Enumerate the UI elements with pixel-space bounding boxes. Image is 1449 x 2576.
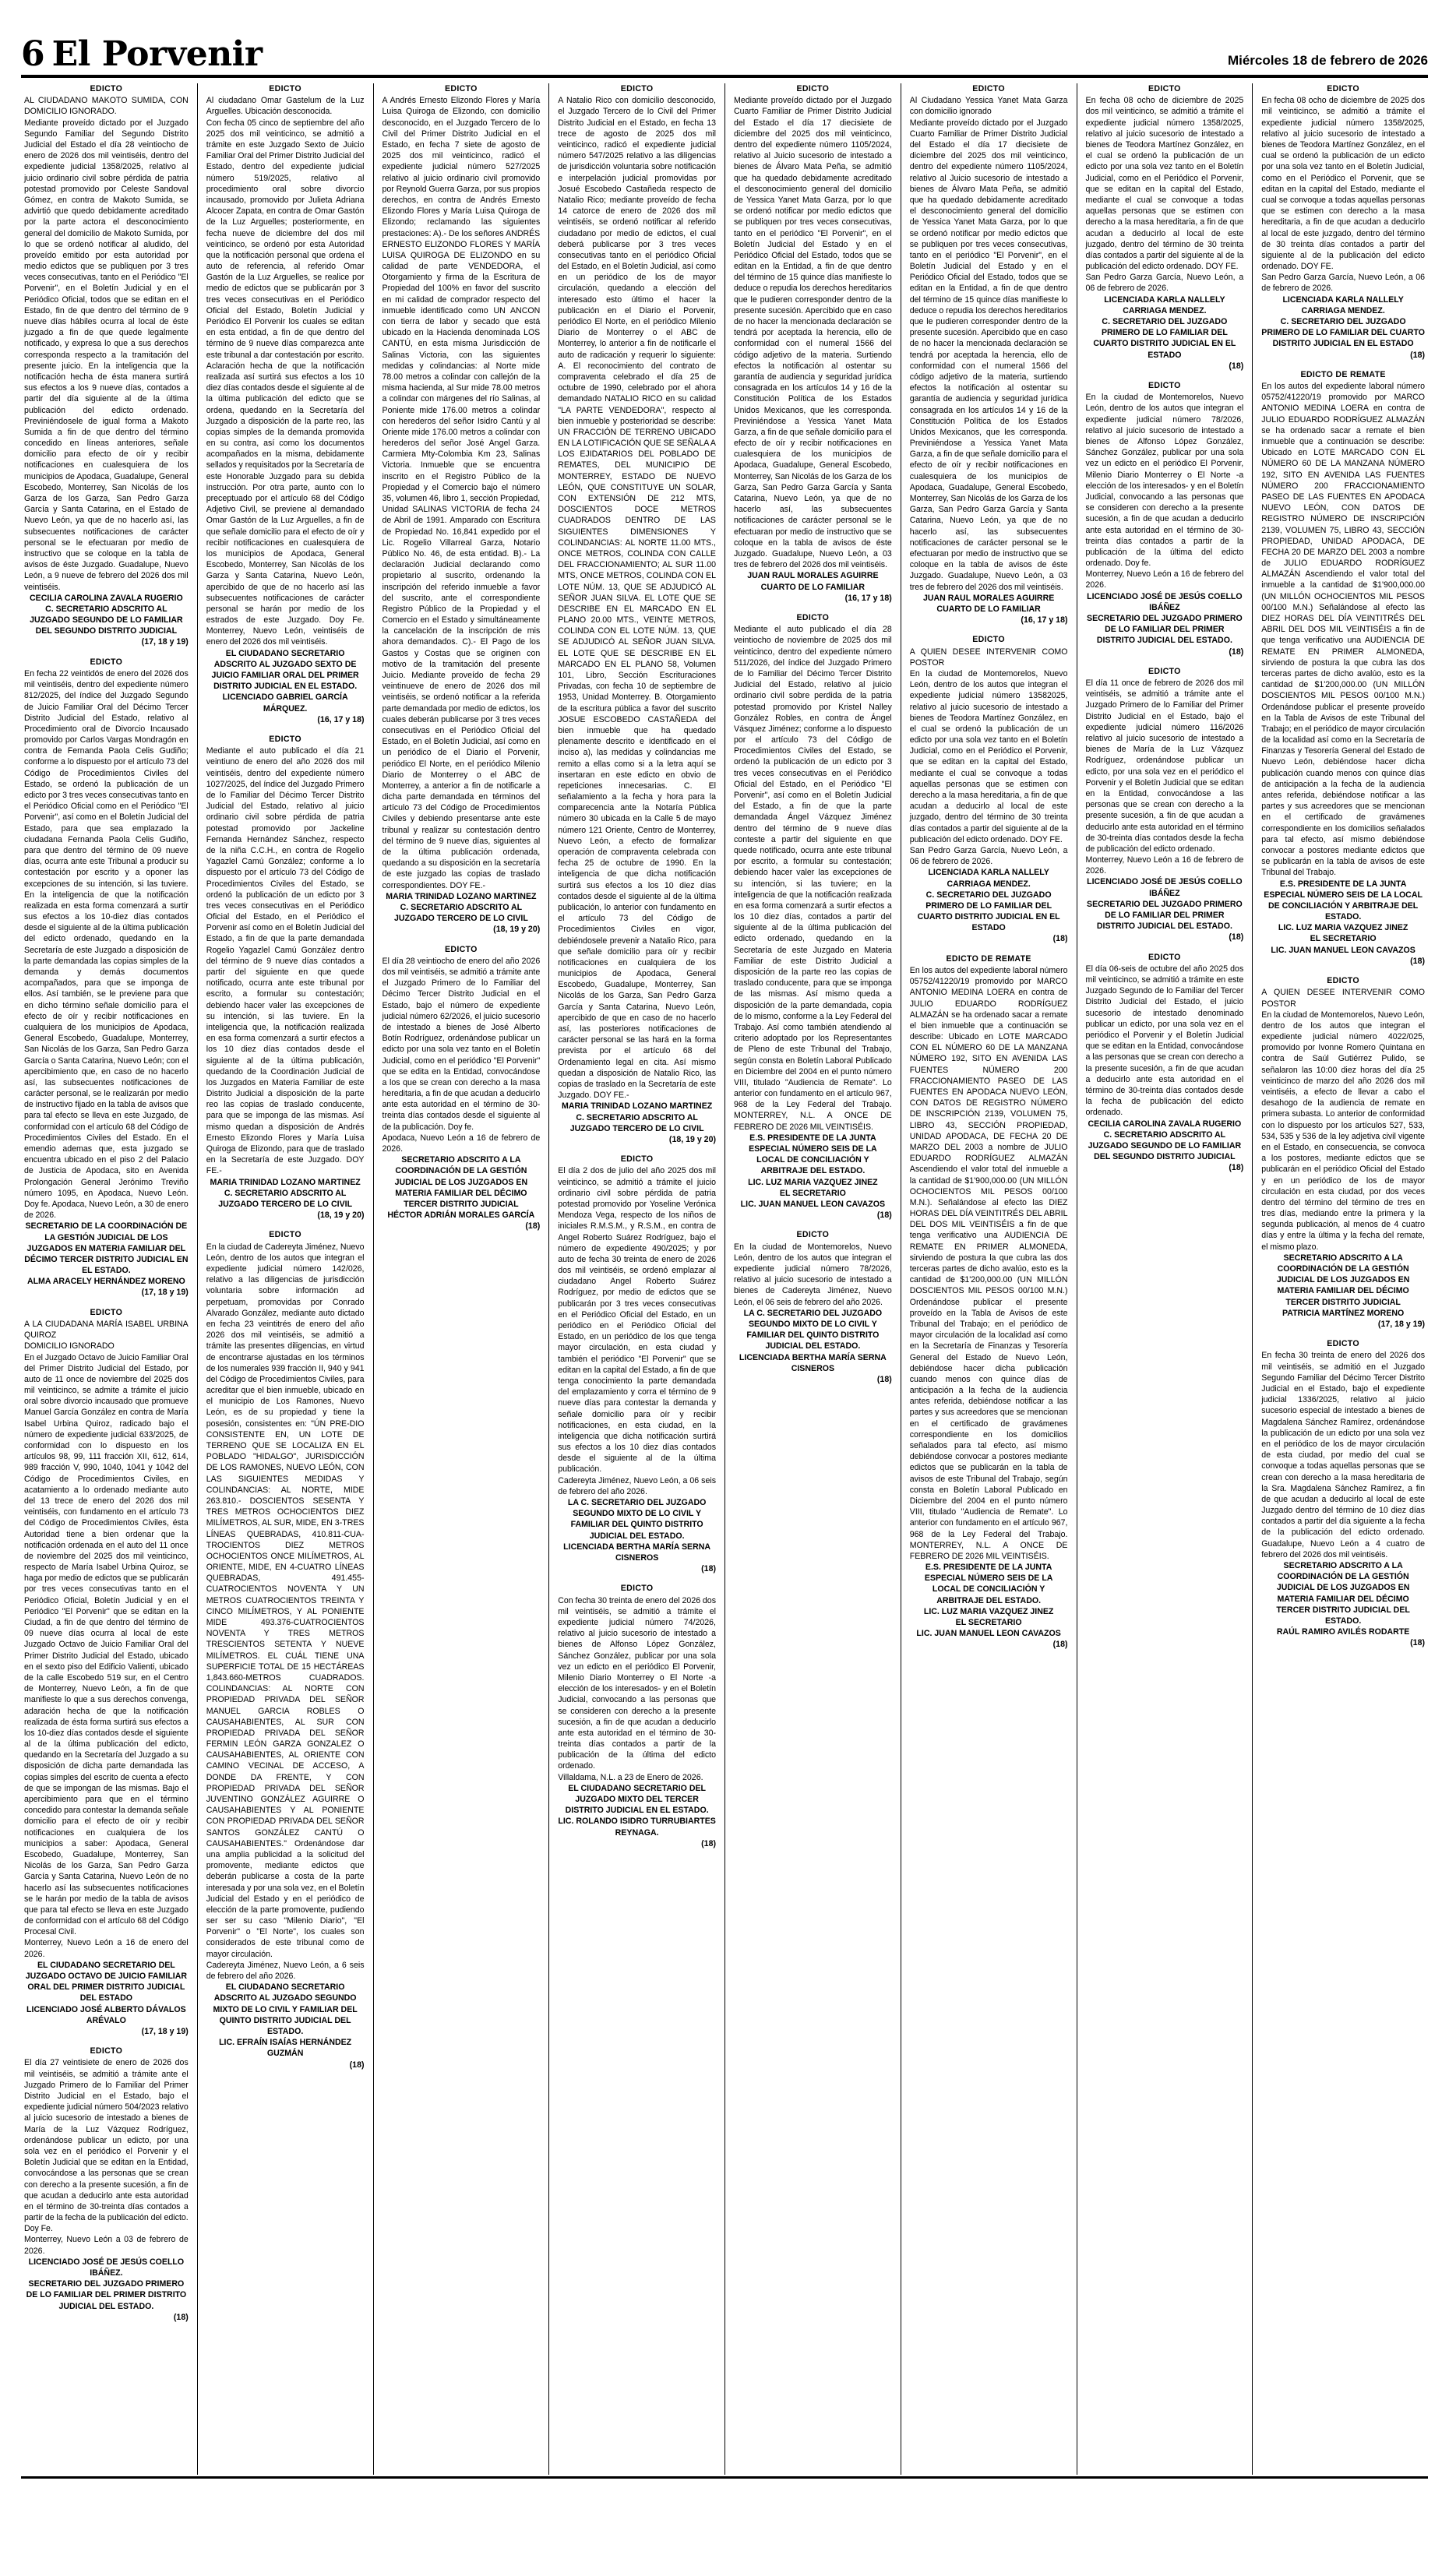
edicto-signature-line: SECRETARIO DEL JUZGADO PRIMERO DE LO FAMILIAR DEL PRIMER DISTRITO JUDICIAL DEL ESTADO. bbox=[1087, 899, 1243, 932]
edicto-heading: EDICTO bbox=[1148, 84, 1181, 93]
edicto-paragraph: DOMICILIO IGNORADO bbox=[24, 1341, 115, 1351]
edicts-column bbox=[724, 83, 901, 2475]
newspaper-title: El Porvenir bbox=[51, 34, 263, 74]
edicto-paragraph: Al Ciudadano Yessica Yanet Mata Garza con domicilio ignorado bbox=[909, 96, 1068, 117]
edicto-paragraph: Con fecha 30 treinta de enero del 2026 dos mil veintiséis, se admitió a trámite el expediente judicial número 74/2026, relativo al juicio sucesorio de intestado a bienes de Alfonso López González, Sánchez González, publicar por una sola vez un edicto en el periódico El Porvenir, Milenio Diario Monterrey o El Norte -a elección de los interesados- y en el Boletín Judicial, convocando a las personas que se consideren con derecho a la presente sucesión, a fin de que acudan a deducirlo ante esta autoridad en el término de 30-treinta días contados a partir de la publicación de la última del edicto ordenado. bbox=[558, 1595, 716, 1771]
edicto-publication-reference: (18) bbox=[1410, 956, 1425, 966]
edicto-publication-reference: (18, 19 y 20) bbox=[317, 1210, 365, 1221]
edicto-signature-line: LICENCIADA BERTHA MARÍA SERNA CISNEROS bbox=[563, 1542, 711, 1563]
edicto-paragraph: AL CIUDADANO MAKOTO SUMIDA, CON DOMICILIO IGNORADO. bbox=[24, 96, 189, 117]
edicts-column-grid bbox=[21, 83, 1428, 2475]
edicto-signature-line: LICENCIADA KARLA NALLELY CARRIAGA MENDEZ. bbox=[1282, 294, 1404, 315]
edicto-notice bbox=[1261, 1338, 1425, 1648]
masthead bbox=[21, 0, 1428, 72]
edicto-notice bbox=[1086, 380, 1244, 657]
edicto-signature-line: SECRETARIO DEL JUZGADO PRIMERO DE LO FAMILIAR DEL PRIMER DISTRITO JUDICIAL DEL ESTADO. bbox=[1087, 614, 1243, 646]
edicto-notice bbox=[24, 83, 189, 648]
edicto-paragraph: Mediante el auto publicado el día 21 veintiuno de enero del año 2026 dos mil veintiséis, dentro del expediente número 1027/2025, del índice del Juzgado Primero de lo Familiar del Décimo Tercer Distrito Judicial del Estado, relativo al juicio ordinario civil sobre pérdida de patria potestad promovido por Jackeline Fernanda Hernández Sánchez, respecto de la niña C.C.H., en contra de Rogelio Yagazlel Camú González; conforme a lo dispuesto por el artículo 73 del Código de Procedimientos Civiles del Estado, se ordenó la publicación de un edicto por 3 tres veces consecutivas en el Periódico Oficial del Estado, en el Periódico el Porvenir así como en el Boletín Judicial del Estado, a fin de que la parte demandada Rogelio Yagazlel Camú González dentro del término de 9 nueve días contados a partir del siguiente en que quede notificado, ocurra ante este tribunal por escrito, a formular su contestación; debiendo hacer valer las excepciones de su intención, si las tuviere. En la inteligencia que, la notificación realizada en esa forma comenzará a surtir efectos a los 10 diez días contados desde el siguiente al de la última publicación, quedando de la Coordinación Judicial de los Juzgados en Materia Familiar de este Distrito Judicial a disposición de la parte reo las copias de traslado conducente, para que se imponga de las mismas. Así mismo quedan a disposición de Andrés Ernesto Elizondo Flores y María Luisa Quiroga de Elizondo, para que de traslado en la Secretaría de este Juzgado. DOY FE.- bbox=[206, 746, 365, 1176]
edicto-signature-line: SECRETARIO ADSCRITO A LA COORDINACIÓN DE LA GESTIÓN JUDICIAL DE LOS JUZGADOS EN MATERIA FAMILIAR DEL DÉCIMO TERCER DISTRITO JUDICIAL bbox=[1276, 1253, 1410, 1307]
edicto-heading: EDICTO bbox=[972, 635, 1005, 645]
edicto-paragraph: Mediante proveído dictado por el Juzgado Segundo Familiar del Segundo Distrito Judicial del Estado el día 28 veintiocho de enero de 2026 dos mil veintiséis, dentro del expediente judicial 1358/2025, relativo al juicio ordinario civil sobre pérdida de patria potestad promovido por Celeste Sandoval Gómez, en contra de Makoto Sumida, se advirtió que quedo debidamente acreditado por la parte actora el desconocimiento general del domicilio de Makoto Sumida, por lo que se ordenó notificar al aludido, del proveído emitido por esta autoridad por medio edictos que se publiquen por 3 tres veces consecutivas, tanto en el Periódico "El Porvenir", en el Boletín Judicial y en el Periódico Oficial, todos que se editan en el Estado, fin de que dentro del término de 9 nueve días hábiles ocurra al local de éste juzgado a fin de que quede legalmente notificado, y expresa lo que a sus derechos corresponda respecto a la tramitación del presente juicio. En la inteligencia que la notificación hecha de ésta manera surtirá sus efectos a los 9 nueve días, contados a partir del día siguiente al de la última publicación del edicto ordenado. Previniéndosele de igual forma a Makoto Sumida a fin de que dentro del término concedido en líneas anteriores, señale domicilio para efecto de oír y recibir notificaciones en cualesquiera de los municipios de Apodaca, Guadalupe, General Escobedo, Monterrey, San Nicolás de los Garza de los Garza, San Pedro Garza García y Santa Catarina, en el Estado de Nuevo León, ya que de no hacerlo así, las subsecuentes notificaciones de carácter personal se le efectuaran por medio de instructivo que se coloque en la tabla de avisos de éste Juzgado. Guadalupe, Nuevo León, a 9 nueve de febrero del 2026 dos mil veintiséis. bbox=[24, 118, 189, 592]
edicto-paragraph: Monterrey, Nuevo León a 03 de febrero de 2026. bbox=[24, 2235, 189, 2256]
edicto-paragraph: A Natalio Rico con domicilio desconocido, el Juzgado Tercero de lo Civil del Primer Distrito Judicial en el Estado, en fecha 13 trece de agosto de 2025 dos mil veinticinco, radicó el expediente judicial número 547/2025 relativo a las diligencias de jurisdicción voluntaria sobre notificación e interpelación judicial promovidas por Josué Escobedo Castañeda respecto de Natalio Rico; mediante proveído de fecha 14 catorce de enero de 2026 dos mil veintiséis, se ordenó notificar al referido ciudadano por medio de edictos, el cual deberá publicarse por 3 tres veces consecutivas tanto en el periódico Oficial del Estado, en el Boletín Judicial, así como en un periódico de los de mayor circulación, quedando a elección del interesado esto último el hacer la publicación en el Diario el Porvenir, periódico El Norte, en el periódico Milenio Diario de Monterrey o el ABC de Monterrey, lo anterior a fin de notificarle el auto de radicación y requerir lo siguiente: A. El reconocimiento del contrato de compraventa celebrado el día 25 de octubre de 1990, celebrado por el ahora demandado NATALIO RICO en su calidad "LA PARTE VENDEDORA", respecto al bien inmueble y posterioridad se describe: UN FRACCIÓN DE TERRENO UBICADO EN LA LOTIFICACIÓN QUE SE SEÑALA A LOS EJIDATARIOS DEL POBLADO DE REMATES, DEL MUNICIPIO DE MONTERREY, ESTADO DE NUEVO LEÓN, QUE CONSTITUYE UN SOLAR, CON EXTENSIÓN DE 212 MTS, DOSCIENTOS DOCE METROS CUADRADOS DENTRO DE LAS SIGUIENTES DIMENSIONES Y COLINDANCIAS: AL NORTE 11.00 MTS., ONCE METROS, COLINDA CON CALLE DEL FRACCIONAMIENTO; AL SUR 11.00 MTS, ONCE METROS, COLINDA CON EL LOTE NÚM. 13, QUE SE ADJUDICÓ AL SEÑOR JUAN SILVA. EL LOTE QUE SE DESCRIBE EN EL MARCADO EN EL PLANO 20.00 MTS., VEINTE METROS, COLINDA CON EL LOTE NÚM. 13, QUE SE ADJUDICÓ AL SEÑOR JUAN SILVA. EL LOTE QUE SE DESCRIBE EN EL MARCADO EN EL PLANO 58, Volumen 101, Libro, Sección Escrituraciones Privadas, con fecha 10 de septiembre de 1953, Unidad Monterrey. B. Otorgamiento de la escritura pública a favor del suscrito JOSUE ESCOBEDO CASTAÑEDA del bien inmueble que ha quedado plenamente descrito e identificado en el inciso a), las medidas y colindancias me remito a ellas como si a la letra aquí se insertaran en este edicto en obvio de repeticiones innecesarias. C. El señalamiento a la fecha y hora para la comparecencia ante la Notaría Pública número 30 ubicada en la Calle 5 de mayo número 121 Oriente, Centro de Monterrey, Nuevo León, a efecto de formalizar operación de compraventa celebrada con fecha 25 de octubre de 1990. En la inteligencia de que dicha notificación surtirá sus efectos a los 10 diez días contados desde el siguiente al de la última publicación, lo anterior con fundamento en el artículo 73 del Código de Procedimientos Civiles en vigor, debiéndosele prevenir a Natalio Rico, para que señale domicilio para oír y recibir notificaciones en cualquiera de los municipios de Apodaca, General Escobedo, Guadalupe, Monterrey, San Nicolás de los Garza, San Pedro Garza García y Santa Catarina, Nuevo León, apercibido de que en caso de no hacerlo así, las posteriores notificaciones de carácter personal se las hará en la forma prevista por el artículo 68 del Ordenamiento legal en cita. Así mismo quedan a disposición de Natalio Rico, las copias de traslado en la Secretaría de este Juzgado. DOY FE.- bbox=[558, 96, 716, 1101]
edicto-signature-line: LICENCIADO JOSÉ ALBERTO DÁVALOS ARÉVALO bbox=[26, 2004, 186, 2025]
edicto-paragraph: El día 11 once de febrero de 2026 dos mil veintiséis, se admitió a trámite ante el Juzgado Primero de lo Familiar del Primer Distrito Judicial en el Estado, bajo el expediente judicial número 116/2026 relativo al juicio sucesorio de intestado a bienes de María de la Luz Vázquez Rodríguez, ordenándose publicar un edicto, por una sola vez en el periódico el Porvenir y el Boletín Judicial que se editan en la Entidad, convocándose a las personas que se crean con derecho a la presente sucesión, a fin de que acudan a deducirlo ante esta autoridad en el término de 30-treinta días contados desde la fecha de publicación del edicto ordenado. bbox=[1085, 678, 1244, 854]
edicto-heading: EDICTO DE REMATE bbox=[946, 953, 1031, 964]
edicto-heading: EDICTO bbox=[620, 84, 654, 93]
edicto-heading: EDICTO bbox=[1148, 666, 1181, 676]
edicto-signature-line: LIC. JUAN MANUEL LEON CAVAZOS bbox=[916, 1629, 1061, 1639]
edicto-signature-line: LIC. LUZ MARIA VAZQUEZ JINEZ bbox=[748, 1177, 878, 1187]
edicto-paragraph: Con fecha 05 cinco de septiembre del año 2025 dos mil veinticinco, se admitió a trámite en este Juzgado Sexto de Juicio Familiar Oral del Primer Distrito Judicial del Estado, dentro del expediente judicial número 519/2025, relativo al procedimiento oral sobre divorcio incausado, promovido por Julieta Adriana Alcocer Zapata, en contra de Omar Gastón de la Luz Arguelles; posteriormente, en fecha nueve de diciembre del dos mil veinticinco, se ordenó por esta Autoridad que la notificación personal que ordena el auto de referencia, al referido Omar Gastón de la Luz Arguelles, se realice por medio de edictos que se publicarán por 3 tres veces consecutivas en el Periódico Oficial del Estado, Boletín Judicial y Periódico El Porvenir los cuales se editan en esta entidad, a fin de que dentro del término de 9 nueve días comparezca ante este tribunal a dar contestación por escrito. Aclaración hecha de que la notificación realizada así surtirá sus efectos a los 10 diez días contados desde el siguiente al de la última publicación del edicto que se ordena, quedando en la Secretaría del Juzgado a disposición de la parte reo, las copias simples de la demanda promovida en su contra, así como los documentos acompañados en la misma, debidamente sellados y requisitados por la Secretaría de este Honorable Juzgado para su debida instrucción. Por otra parte, aunto con lo preceptuado por el artículo 68 del Código Adjetivo Civil, se previene al demandado Omar Gastón de la Luz Arguelles, a fin de que señale domicilio para el efecto de oír y recibir notificaciones en cualesquiera de los municipios de Apodaca, General Escobedo, Monterrey, San Nicolás de los Garza y Santa Catarina, Nuevo León, apercibido de que de no hacerlo así las subsecuentes notificaciones de carácter personal se harán por medio de los estrados de este Juzgado. Doy Fe. Monterrey, Nuevo León, veintiséis de enero del 2026 dos mil veintiséis. bbox=[206, 118, 365, 647]
edicto-publication-reference: (18) bbox=[1052, 1640, 1068, 1650]
edicto-signature-line: CUARTO DE LO FAMILIAR bbox=[760, 582, 866, 592]
edicto-notice bbox=[383, 944, 541, 1232]
edicto-signature-line: JUAN RAUL MORALES AGUIRRE bbox=[747, 571, 879, 581]
edicto-notice bbox=[24, 2046, 189, 2323]
edicto-heading: EDICTO bbox=[620, 1584, 654, 1594]
edicto-paragraph: El día 06-seis de octubre del año 2025 dos mil veinticinco, se admitió a trámite en este Juzgado Segundo de lo Familiar del Tercer Distrito Judicial del Estado, el juicio sucesorio de intestado denominado publicar un edicto, por una sola vez en el periódico el Porvenir y el Boletín Judicial que se editan en la Entidad, convocándose a las personas que se crean con derecho a la presente sucesión, a fin de que acudan a deducirlo ante esta autoridad en el término de 30-treinta días contados desde la fecha de publicación del edicto ordenado. bbox=[1085, 964, 1244, 1118]
edicto-notice bbox=[734, 612, 892, 1221]
edicto-paragraph: Villaldama, N.L. a 23 de Enero de 2026. bbox=[558, 1772, 703, 1782]
edicto-paragraph: Monterrey, Nuevo León a 16 de enero del 2026. bbox=[24, 1938, 189, 1959]
edicto-notice bbox=[910, 634, 1068, 944]
edicto-notice bbox=[1086, 83, 1244, 372]
edicto-paragraph: Cadereyta Jiménez, Nuevo León, a 06 seis de febrero del año 2026. bbox=[558, 1475, 716, 1496]
edicto-heading: EDICTO bbox=[90, 2046, 123, 2056]
edicto-signature-line: JUAN RAUL MORALES AGUIRRE bbox=[922, 593, 1055, 603]
edicts-column bbox=[548, 83, 724, 2475]
edicto-paragraph: San Pedro Garza García, Nuevo León, a 06 de febrero de 2026. bbox=[909, 845, 1068, 867]
edicto-publication-reference: (16, 17 y 18) bbox=[1021, 615, 1068, 625]
edicto-signature-line: LA C. SECRETARIO DEL JUZGADO SEGUNDO MIXTO DE LO CIVIL Y FAMILIAR DEL QUINTO DISTRITO JUDICIAL DEL ESTADO. bbox=[743, 1308, 883, 1351]
edicto-publication-reference: (18, 19 y 20) bbox=[668, 1134, 716, 1144]
edicto-notice bbox=[558, 1154, 716, 1574]
edicto-signature-line: LIC. LUZ MARIA VAZQUEZ JINEZ bbox=[1278, 923, 1408, 933]
edicto-heading: EDICTO bbox=[90, 657, 123, 667]
edicto-signature-line: LICENCIADO JOSÉ DE JESÚS COELLO IBÁÑEZ. bbox=[28, 2257, 185, 2278]
edicto-paragraph: En los autos del expediente laboral número 05752/41220/19 promovido por MARCO ANTONIO MEDINA LOERA en contra de JULIO EDUARDO RODRÍGUEZ ALMAZÁN se ha ordenado sacar a remate el bien inmueble que a continuación se describe: Ubicado en LOTE MARCADO CON EL NÚMERO 60 DE LA MANZANA NÚMERO 192, SITO EN AVENIDA LAS FUENTES NÚMERO 200 FRACCIONAMIENTO PASEO DE LAS FUENTES EN APODACA NUEVO LEÓN, CON DATOS DE REGISTRO NÚMERO DE INSCRIPCIÓN 2139, VOLUMEN 75, LIBRO 43, SECCIÓN PROPIEDAD, UNIDAD APODACA, DE FECHA 20 DE MARZO DEL 2003 a nombre de JULIO EDUARDO RODRÍGUEZ ALMAZÁN Ascendiendo el valor total del inmueble a la cantidad de $1'900,000.00 (UN MILLÓN OCHOCIENTOS MIL PESOS 00/100 M.N.). Señalándose al efecto las DIEZ HORAS DEL DÍA VEINTITRÉS DEL ABRIL DEL DOS MIL VEINTISÉIS a fin de que tenga verificativo una AUDIENCIA DE REMATE EN PRIMER ALMONEDA, sirviendo de postura la que cubra las dos terceras partes de dicho avalúo, esto es la cantidad de $1'200,000.00 (UN MILLÓN DOSCIENTOS MIL PESOS 00/100 M.N.) Ordenándose publicar el presente proveído en la Tabla de Avisos de este Tribunal del Trabajo; en el periódico de mayor circulación de la localidad así como en la Secretaría de Finanzas y Tesorería General del Estado de Nuevo León, debiéndose hacer dicha publicación cuando menos con quince días de anticipación a la fecha de la audiencia antes referida, debiéndose notificar a las partes y sus acreedores que se mencionan en el certificado de gravámenes correspondiente en los domicilios señalados para tal efecto, así mismo debiéndose convocar a postores mediante edictos que se publicarán en la tabla de avisos de este Tribunal del Trabajo, según consta en Boletín Laboral Publicado en Diciembre del 2004 en el punto número VIII, titulado "Audiencia de Remate". Lo anterior con fundamento en el artículo 967, 968 de la Ley Federal del Trabajo. MONTERREY, N.L. A ONCE DE FEBRERO DE 2026 MIL VEINTISÉIS. bbox=[909, 965, 1068, 1561]
page-folio-number: 6 bbox=[21, 34, 44, 74]
edicto-paragraph: En la ciudad de Cadereyta Jiménez, Nuevo León, dentro de los autos que integran el expediente judicial número 142/026, relativo a las diligencias de jurisdicción voluntaria sobre información ad perpetuam, promovidas por Conrado Alvarado González, mediante auto dictado en fecha 23 veintitrés de enero del año 2026 dos mil veintiséis, se admitió a trámite las presentes diligencias, en virtud de encontrarse ajustadas en los términos de los numerales 939 fracción II, 940 y 941 del Código de Procedimientos Civiles, para acreditar que el bien inmueble, ubicado en el municipio de Los Ramones, Nuevo León, es de su propiedad y tiene la posesión, consistentes en: "ÚN PRE-DIO CONSISTENTE EN, UN LOTE DE TERRENO QUE SE LOCALIZA EN EL POBLADO "HIDALGO", JURISDICCIÓN DE LOS RAMONES, NUEVO LEÓN, CON LAS SIGUIENTES MEDIDAS Y COLINDANCIAS: AL NORTE, MIDE 263.810.- DOSCIENTOS SESENTA Y TRES METROS OCHOCIENTOS DIEZ MILÍMETROS, AL SUR, MIDE, EN 3-TRES LÍNEAS QUEBRADAS, 410.811-CUA-TROCIENTOS DIEZ METROS OCHOCIENTOS ONCE MILÍMETROS, AL ORIENTE, MIDE, EN 4-CUATRO LÍNEAS QUEBRADAS, 491.455-CUATROCIENTOS NOVENTA Y UN METROS CUATROCIENTOS TREINTA Y CINCO MILÍMETROS, Y AL PONIENTE MIDE 493.376-CUATROCIENTOS NOVENTA Y TRES METROS TRESCIENTOS SETENTA Y NUEVE MILÍMETROS. EL CUÁL TIENE UNA SUPERFICIE TOTAL DE 15 HECTÁREAS 1,843.660-METROS CUADRADOS. COLINDANCIAS: AL NORTE CON PROPIEDAD PRIVADA DEL SEÑOR MANUEL GARCIA ROBLES O CAUSAHABIENTES, AL SUR CON PROPIEDAD PRIVADA DEL SEÑOR FERMIN LEÓN GARZA GONZALEZ O CAUSAHABIENTES, AL ORIENTE CON CAMINO VECINAL DE ACCESO, A DONDE DA FRENTE, Y CON PROPIEDAD PRIVADA DEL SEÑOR JUVENTINO GONZÁLEZ AGUIRRE O CAUSAHABIENTES Y AL PONIENTE CON PROPIEDAD PRIVADA DEL SEÑOR SANTOS GONZÁLEZ CANTÚ O CAUSAHABIENTES." Ordenándose dar una amplia publicidad a la solicitud del promovente, mediante edictos que deberán publicarse a costa de la parte interesada y por una sola vez, en el Boletín Judicial del Estado y en el periódico de elección de la parte promovente, pudiendo ser ser su caso "Milenio Diario", "El Porvenir" o "El Norte", los cuales son considerados de este tribunal como de mayor circulación. bbox=[206, 1242, 365, 1959]
edicto-heading: EDICTO bbox=[1327, 976, 1359, 986]
edicto-signature-line: ALMA ARACELY HERNÁNDEZ MORENO bbox=[26, 1277, 185, 1287]
edicto-paragraph: A LA CIUDADANA MARÍA ISABEL URBINA QUIROZ bbox=[24, 1319, 189, 1341]
edicto-publication-reference: (16, 17 y 18) bbox=[317, 714, 365, 724]
edicto-signature-line: E.S. PRESIDENTE DE LA JUNTA ESPECIAL NÚMERO SEIS DE LA LOCAL DE CONCILIACIÓN Y ARBITRAJE DEL ESTADO. bbox=[924, 1563, 1053, 1605]
edicts-column bbox=[1077, 83, 1253, 2475]
edicto-publication-reference: (17, 18 y 19) bbox=[1377, 1319, 1425, 1329]
edicto-heading: EDICTO bbox=[620, 1154, 654, 1165]
edicts-column bbox=[1252, 83, 1428, 2475]
edicto-heading: EDICTO bbox=[796, 612, 830, 622]
edicto-paragraph: En la ciudad de Montemorelos, Nuevo León, dentro de los autos que integran el expediente judicial número 13582025, relativo al juicio sucesorio de intestado a bienes de Teodora Martínez González, en el cual se ordenó la publicación de un edicto por una sola vez tanto en el Boletín Judicial, como en el Periódico el Porvenir, que se editan en la capital del Estado, mediante el cual se convoque a todas aquellas personas que se estimen con derecho a la masa hereditaria, a fin de que acudan a deducirlo al local de este juzgado, dentro del término de 30 treinta días contados a partir del siguiente al de la publicación del edicto ordenado. DOY FE. bbox=[909, 668, 1068, 844]
edicto-publication-reference: (18) bbox=[1410, 350, 1425, 360]
edicto-paragraph: Monterrey, Nuevo León a 16 de febrero de 2026. bbox=[1085, 855, 1244, 876]
edicts-column bbox=[373, 83, 549, 2475]
edicto-notice bbox=[734, 1229, 892, 1385]
edicto-paragraph: San Pedro Garza García, Nuevo León, a 06 de febrero de 2026. bbox=[1085, 273, 1244, 294]
edicto-paragraph: Apodaca, Nuevo León a 16 de febrero de 2026. bbox=[382, 1133, 541, 1154]
edicto-notice bbox=[910, 83, 1068, 625]
edicts-column bbox=[197, 83, 373, 2475]
edicto-publication-reference: (18) bbox=[1229, 361, 1244, 371]
edicto-heading: EDICTO bbox=[90, 84, 123, 93]
edicto-signature-line: LIC. JUAN MANUEL LEON CAVAZOS bbox=[1271, 945, 1416, 955]
edicto-signature-line: C. SECRETARIO DEL JUZGADO PRIMERO DE LO FAMILIAR DEL CUARTO DISTRITO JUDICIAL EN EL ESTADO bbox=[1093, 317, 1236, 360]
edicto-signature-line: EL CIUDADANO SECRETARIO DEL JUZGADO MIXTO DEL TERCER DISTRITO JUDICIAL EN EL ESTADO. bbox=[565, 1783, 709, 1816]
edicto-paragraph: En fecha 08 ocho de diciembre de 2025 dos mil veinticinco, se admitió a trámite el expediente judicial número 1358/2025, relativo al juicio sucesorio de intestado a bienes de Teodora Martínez González, en el cual se ordenó la publicación de un edicto por una sola vez tanto en el Boletín Judicial, como en el Periódico el Porvenir, que se editan en la capital del Estado, mediante el cual se convoque a todas aquellas personas que se estimen con derecho a la masa hereditaria, a fin de que acudan a deducirlo al local de este juzgado, dentro del término de 30 treinta días contados a partir del siguiente al de la publicación del edicto ordenado. DOY FE. bbox=[1261, 96, 1425, 272]
masthead-brand bbox=[21, 34, 263, 74]
edicto-notice bbox=[1261, 975, 1425, 1330]
edicto-notice bbox=[383, 83, 541, 936]
edicto-publication-reference: (18) bbox=[876, 1210, 892, 1221]
edicto-publication-reference: (18) bbox=[1410, 1638, 1425, 1648]
edicto-paragraph: A QUIEN DESEE INTERVENIR COMO POSTOR bbox=[1261, 988, 1425, 1009]
edicto-heading: EDICTO bbox=[269, 1230, 301, 1240]
edicto-heading: EDICTO bbox=[445, 944, 478, 954]
publication-date: Miércoles 18 de febrero de 2026 bbox=[1227, 53, 1428, 68]
edicto-publication-reference: (16, 17 y 18) bbox=[844, 593, 892, 603]
page-bottom-rule bbox=[21, 2476, 1428, 2479]
edicto-notice bbox=[206, 734, 365, 1221]
edicto-signature-line: PATRICIA MARTÍNEZ MORENO bbox=[1282, 1308, 1405, 1318]
edicto-publication-reference: (18) bbox=[349, 2060, 365, 2070]
edicto-signature-line: CUARTO DE LO FAMILIAR bbox=[936, 604, 1041, 614]
edicto-paragraph: En la ciudad de Montemorelos, Nuevo León, dentro de los autos que integran el expediente judicial número 78/2026, relativo al juicio sucesorio de intestado a bienes de Cadereyta Jiménez, Nuevo León, el 06 seis de febrero del año 2026. bbox=[734, 1242, 892, 1307]
edicto-signature-line: LICENCIADO JOSÉ DE JESÚS COELLO IBÁÑEZ bbox=[1087, 591, 1243, 612]
masthead-divider-rule bbox=[21, 75, 1428, 78]
edicto-notice bbox=[734, 83, 892, 604]
edicto-publication-reference: (17, 18 y 19) bbox=[141, 637, 189, 647]
edicto-paragraph: El día 2 dos de julio del año 2025 dos mil veinticinco, se admitió a trámite el juicio ordinario civil sobre pérdida de patria potestad promovido por Yoseline Verónica Mendoza Vega, respecto de los niños de iniciales R.M.S.M., y R.S.M., en contra de Angel Roberto Suárez Rodríguez, bajo el número de expediente 490/2025; y por auto de fecha 30 treinta de enero de 2026 dos mil veintiséis, se ordenó emplazar al ciudadano Angel Roberto Suárez Rodríguez, por medio de edictos que se publicarán por 3 tres veces consecutivas en el Periódico Oficial del Estado, en un periódico en el Periódico Oficial del Estado, en un periódico de los que tenga mayor circulación, en esta ciudad y también el periódico "El Porvenir" que se editan en la capital del Estado, a fin de que tenga conocimiento la parte demandada del emplazamiento y corra el término de 9 nueve días para contestar la demanda y señale domicilio para oír y recibir notificaciones, en esta ciudad, en la inteligencia que dicha notificación surtirá sus efectos a los 10 diez días contados desde el siguiente al de la última publicación. bbox=[558, 1166, 716, 1475]
edicto-notice bbox=[206, 1229, 365, 2070]
edicto-heading: EDICTO bbox=[1148, 952, 1181, 962]
edicto-paragraph: En la ciudad de Montemorelos, Nuevo León, dentro de los autos que integran el expediente judicial número 78/2026, relativo al juicio sucesorio de intestado a bienes de Alfonso López González, Sánchez González, publicar por una sola vez un edicto en el periódico El Porvenir, Milenio Diario Monterrey o El Norte -a elección de los interesados- y en el Boletín Judicial, convocando a las personas que se consideren con derecho a la presente sucesión, a fin de que acudan a deducirlo ante esta autoridad en el término de 30-treinta días contados a partir de la publicación de la última del edicto ordenado. Doy fe. bbox=[1085, 393, 1244, 569]
edicto-notice bbox=[1086, 952, 1244, 1174]
edicto-signature-line: C. SECRETARIO DEL JUZGADO PRIMERO DE LO FAMILIAR DEL CUARTO DISTRITO JUDICIAL EN EL ESTADO bbox=[917, 890, 1060, 933]
edicto-paragraph: San Pedro Garza García, Nuevo León, a 06 de febrero de 2026. bbox=[1261, 273, 1425, 294]
edicto-signature-line: C. SECRETARIO ADSCRITO AL JUZGADO TERCERO DE LO CIVIL bbox=[218, 1188, 353, 1209]
edicto-signature-line: LIC. JUAN MANUEL LEON CAVAZOS bbox=[740, 1199, 886, 1209]
edicto-publication-reference: (18) bbox=[1229, 1163, 1244, 1173]
edicto-publication-reference: (18) bbox=[1229, 932, 1244, 943]
edicto-notice bbox=[910, 953, 1068, 1651]
edicto-publication-reference: (18) bbox=[525, 1221, 541, 1232]
edicts-column bbox=[21, 83, 197, 2475]
edicto-signature-line: HÉCTOR ADRIÁN MORALES GARCÍA bbox=[387, 1210, 535, 1221]
edicto-heading: EDICTO bbox=[269, 84, 301, 93]
edicto-notice bbox=[1086, 666, 1244, 943]
edicto-signature-line: E.S. PRESIDENTE DE LA JUNTA ESPECIAL NÚMERO SEIS DE LA LOCAL DE CONCILIACIÓN Y ARBITRAJE DEL ESTADO. bbox=[1264, 879, 1423, 922]
edicto-paragraph: Monterrey, Nuevo León a 16 de febrero del 2026. bbox=[1085, 569, 1244, 590]
edicto-signature-line: MARIA TRINIDAD LOZANO MARTINEZ bbox=[386, 891, 537, 901]
edicto-heading: EDICTO bbox=[90, 1307, 123, 1317]
edicto-notice bbox=[1261, 83, 1425, 361]
edicto-signature-line: LICENCIADO GABRIEL GARCÍA MÁRQUEZ. bbox=[222, 692, 348, 714]
edicto-signature-line: LICENCIADA BERTHA MARÍA SERNA CISNEROS bbox=[739, 1352, 887, 1373]
edicto-signature-line: EL CIUDADANO SECRETARIO ADSCRITO AL JUZGADO SEGUNDO MIXTO DE LO CIVIL Y FAMILIAR DEL QUINTO DISTRITO JUDICIAL DEL ESTADO. bbox=[213, 1982, 358, 2036]
edicto-paragraph: Mediante proveído dictado por el Juzgado Cuarto Familiar de Primer Distrito Judicial del Estado el día 17 diecisiete de diciembre del 2025 dos mil veinticinco, dentro del expediente número 1105/2024, relativo al Juicio sucesorio de intestado a bienes de Álvaro Mata Peña, se admitió que ha quedado debidamente acreditado el desconocimiento general del domicilio de Yessica Yanet Mata Garza, por lo que se ordenó notificar por medio edictos que se publiquen por tres veces consecutivas, tanto en el periódico "El Porvenir", en el Boletín Judicial del Estado y en el Periódico Oficial del Estado, todos que se editan en la Entidad, a fin de que dentro del término de 15 quince días manifieste lo deduce o repudia los derechos hereditarios que le pudieren corresponder dentro de la presente sucesión. Apercibido que en caso de no hacer la mencionada declaración se tendrá por aceptada la herencia, ello de conformidad con el numeral 1566 del código adjetivo de la materia. Surtiendo efectos la notificación al ostentar su garantía de audiencia y seguridad jurídica consagrada en los artículos 14 y 16 de la Constitución Política de los Estados Unidos Mexicanos, que les corresponda. Previniéndose a Yessica Yanet Mata Garza, a fin de que señale domicilio para el efecto de oír y recibir notificaciones en cualesquiera de los municipios de Apodaca, Guadalupe, General Escobedo, Monterrey, San Nicolás de los Garza de los Garza, San Pedro Garza García y Santa Catarina, Nuevo León, ya que de no hacerlo así, las subsecuentes notificaciones de carácter personal se le efectuaran por medio de instructivo que se coloque en la tabla de avisos de éste Juzgado. Guadalupe, Nuevo León, a 03 tres de febrero del 2026 dos mil veintiséis. bbox=[734, 96, 892, 570]
edicto-paragraph: A QUIEN DESEE INTERVENIR COMO POSTOR bbox=[909, 647, 1068, 668]
edicto-signature-line: MARIA TRINIDAD LOZANO MARTINEZ bbox=[210, 1177, 361, 1187]
edicto-notice bbox=[24, 657, 189, 1299]
edicto-signature-line: SECRETARIO DEL JUZGADO PRIMERO DE LO FAMILIAR DEL PRIMER DISTRITO JUDICIAL DEL ESTADO. bbox=[26, 2279, 187, 2311]
edicto-publication-reference: (18) bbox=[1052, 934, 1068, 944]
edicto-signature-line: SECRETARIO DE LA COORDINACIÓN DE LA GESTIÓN JUDICIAL DE LOS JUZGADOS EN MATERIA FAMILIAR DEL DÉCIMO TERCER DISTRITO JUDICIAL EN EL ESTADO. bbox=[24, 1221, 189, 1276]
edicto-signature-line: LIC. ROLANDO ISIDRO TURRUBIARTES REYNAGA. bbox=[558, 1817, 716, 1838]
edicto-publication-reference: (17, 18 y 19) bbox=[141, 1288, 189, 1298]
edicto-notice bbox=[558, 1583, 716, 1849]
edicto-signature-line: LIC. LUZ MARIA VAZQUEZ JINEZ bbox=[923, 1606, 1054, 1616]
edicto-signature-line: E.S. PRESIDENTE DE LA JUNTA ESPECIAL NÚMERO SEIS DE LA LOCAL DE CONCILIACIÓN Y ARBITRAJE DEL ESTADO. bbox=[749, 1133, 877, 1176]
edicto-heading: EDICTO bbox=[1327, 84, 1359, 93]
edicto-publication-reference: (18) bbox=[1229, 647, 1244, 657]
edicto-signature-line: EL CIUDADANO SECRETARIO ADSCRITO AL JUZGADO SEXTO DE JUICIO FAMILIAR ORAL DEL PRIMER DISTRITO JUDICIAL EN EL ESTADO. bbox=[211, 648, 359, 692]
edicto-paragraph: En fecha 30 treinta de enero del 2026 dos mil veintiséis, se admitió en el Juzgado Segundo Familiar del Décimo Tercer Distrito Judicial en el Estado, bajo el expediente judicial 1336/2025, relativo al juicio sucesorio especial de intestado a bienes de Magdalena Sánchez Ramírez, ordenándose la publicación de un edicto por una sola vez en el periódico de los de mayor circulación de esta ciudad, por medio del cual se convoque a todas aquellas personas que se crean con derecho a la masa hereditaria de la Sra. Magdalena Sánchez Ramírez, a fin de que acudan a deducirlo al local de este Juzgado dentro del término de 10 diez días contados a partir del día siguiente a la fecha de la publicación del edicto ordenado. Guadalupe, Nuevo León a 4 cuatro de febrero del 2026 dos mil veintiséis. bbox=[1261, 1351, 1425, 1559]
edicto-signature-line: C. SECRETARIO ADSCRITO AL JUZGADO SEGUNDO DE LO FAMILIAR DEL SEGUNDO DISTRITO JUDICIAL bbox=[30, 604, 183, 636]
edicto-signature-line: SECRETARIO ADSCRITO A LA COORDINACIÓN DE LA GESTIÓN JUDICIAL DE LOS JUZGADOS EN MATERIA FAMILIAR DEL DÉCIMO TERCER DISTRITO JUDICIAL bbox=[394, 1155, 528, 1209]
edicto-paragraph: En el Juzgado Octavo de Juicio Familiar Oral del Primer Distrito Judicial del Estado, por auto de 11 once de noviembre del 2025 dos mil veinticinco, se admite a trámite el juicio oral sobre divorcio incausado que promueve Manuel García González en contra de María Isabel Urbina Quiroz, radicado bajo el número de expediente judicial 633/2025, de conformidad con lo dispuesto en los artículos 98, 99, 111 fracción XII, 612, 614, 989 fracción V, 990, 1040, 1041 y 1042 del Código de Procedimientos Civiles, en acatamiento a lo ordenado mediante auto del 13 trece de enero del 2026 dos mil veintiséis, con fundamento en el artículo 73 del Código de Procedimientos Civiles, ésta Autoridad tiene a bien ordenar que la notificación ordenada en el auto del 11 once de noviembre del 2025 dos mil veinticinco, respecto de María Isabel Urbina Quiroz, se haga por medio de edictos que se publicarán por tres veces consecutivas tanto en el Periódico Oficial, Boletín Judicial y en el Periódico "El Porvenir" que se editan en la Ciudad, a fin de que dentro del término de 09 nueve días ocurra al local de este Juzgado Octavo de Juicio Familiar Oral del Primer Distrito Judicial del Estado, ubicado en el sexto piso del Edificio Valienti, ubicado de la calle Escobedo 519 sur, en el Centro de Monterrey, Nuevo León, a fin de que manifieste lo que a sus derechos convenga, adaración hecha de que la notificación realizada de ésta forma surtirá sus efectos a los 10-diez días contados desde el siguiente al de la última publicación del edicto, quedando en la Secretaría del Juzgado a su disposición de dicha parte demandada las copias simples del escrito de cuenta a efecto de que se impongan de las mismas. Bajo el apercibimiento para que en el término concedido para contestar la demanda señale domicilio para el efecto de oír y recibir notificaciones en cualquiera de los municipios a saber: Apodaca, General Escobedo, Guadalupe, Monterrey, San Nicolás de los Garza, San Pedro Garza García y Santa Catarina, Nuevo León de no hacerlo así las subsecuentes notificaciones se le harán por medio de la tabla de avisos que para tal efecto se lleva en este Juzgado de conformidad con el artículo 68 del Código Procesal Civil. bbox=[24, 1352, 189, 1937]
edicto-heading: EDICTO DE REMATE bbox=[1300, 369, 1386, 379]
edicto-paragraph: En fecha 22 veintidós de enero del 2026 dos mil veintiséis, dentro del expediente número 812/2025, del índice del Juzgado Segundo de Juicio Familiar Oral del Décimo Tercer Distrito Judicial del Estado, relativo al Procedimiento oral de Divorcio Incausado promovido por Carlos Vargas Mondragón en contra de Fernanda Paola Celis Gudiño; conforme a lo dispuesto por el artículo 73 del Código de Procedimientos Civiles del Estado, se ordenó la publicación de un edicto por 3 tres veces consecutivas tanto en el Periódico Oficial como en el Periódico "El Porvenir", así como en el Boletín Judicial del Estado, para que sea emplazado la ciudadana Fernanda Paola Celis Gudiño, para que dentro del término de 09 nueve días, ocurra ante este Tribunal a producir su contestación por escrito y a oponer las excepciones de su intención, si las tuviere. En la inteligencia de que la notificación realizada en esta forma comenzará a surtir sus efectos a los 10-diez días contados desde el siguiente al de la última publicación del edicto ordenado, quedando en la Secretaría de este Juzgado a disposición de la parte demandada las copias simples de la demanda y demás documentos acompañados, para que se imponga de ellos. Así también, se le previene para que en dicho término señale domicilio para el efecto de oír y recibir notificaciones en cualquiera de los municipios de Apodaca, General Escobedo, Guadalupe, Monterrey, San Nicolás de los Garza, San Pedro Garza García o Santa Catarina, Nuevo León; con el apercibimiento que, en caso de no hacerlo así, las subsecuentes notificaciones de carácter personal, se le realizarán por medio de instructivo fijado en la tabla de avisos que para tal efecto se lleva en este Juzgado, de conformidad con el artículo 68 del Código de Procedimientos Civiles del Estado. En el emendio ademas que, esta juzgado se encuentra ubicado en el piso 2 del Palacio de Justicia de Apodaca, sito en Avenida Prolongación General Jerónimo Treviño número 1095, en Apodaca, Nuevo León. Doy fe. Apodaca, Nuevo León, a 30 de enero de 2026. bbox=[24, 668, 189, 1221]
edicto-notice bbox=[206, 83, 365, 725]
edicto-signature-line: EL SECRETARIO bbox=[779, 1188, 846, 1198]
edicto-publication-reference: (18) bbox=[173, 2312, 189, 2322]
edicto-signature-line: LICENCIADA KARLA NALLELY CARRIAGA MENDEZ. bbox=[1104, 294, 1225, 315]
edicto-publication-reference: (17, 18 y 19) bbox=[141, 2026, 189, 2036]
edicto-signature-line: RAÚL RAMIRO AVILÉS RODARTE bbox=[1276, 1627, 1410, 1637]
edicto-publication-reference: (18) bbox=[701, 1564, 716, 1574]
edicto-heading: EDICTO bbox=[972, 84, 1005, 93]
edicto-notice bbox=[1261, 369, 1425, 967]
edicto-publication-reference: (18, 19 y 20) bbox=[493, 925, 541, 935]
edicto-publication-reference: (18) bbox=[876, 1374, 892, 1384]
edicto-signature-line: MARIA TRINIDAD LOZANO MARTINEZ bbox=[562, 1101, 713, 1112]
edicto-paragraph: Cadereyta Jiménez, Nuevo León, a 6 seis de febrero del año 2026. bbox=[206, 1960, 365, 1982]
edicto-heading: EDICTO bbox=[1148, 380, 1181, 390]
edicto-signature-line: LIC. EFRAÍN ISAÍAS HERNÁNDEZ GUZMÁN bbox=[219, 2038, 352, 2059]
edicto-heading: EDICTO bbox=[796, 1230, 830, 1240]
edicto-signature-line: EL SECRETARIO bbox=[1310, 934, 1377, 944]
edicto-paragraph: A Andrés Ernesto Elizondo Flores y María Luisa Quiroga de Elizondo, con domicilio desconocido, en el Juzgado Tercero de lo Civil del Primer Distrito Judicial en el Estado, en fecha 7 siete de agosto de 2025 dos mil veinticinco, radicó el expediente judicial número 527/2025 relativo al juicio ordinario civil promovido por Reynold Guerra Garza, por sus propios derechos, en contra de Andrés Ernesto Elizondo Flores y María Luisa Quiroga de Elizondo; reclamando las siguientes prestaciones: A).- De los señores ANDRÉS ERNESTO ELIZONDO FLORES Y MARÍA LUISA QUIROGA DE ELIZONDO en su calidad de parte VENDEDORA, el Otorgamiento y firma de la Escritura de Propiedad del 100% en favor del suscrito en mi calidad de comprador respecto del inmueble identificado como UN ANCON con tierra de labor y secado que está ubicado en la Hacienda denominada LOS CANTÚ, en esta misma Jurisdicción de Salinas Victoria, con las siguientes medidas y colindancias: al Norte mide 78.00 metros a colindar con callejón de la misma hacienda, al Sur mide 78.00 metros a colindar con márgenes del río Salinas, al Poniente mide 176.00 metros a colindar con herederos del señor Isidro Cantú y al Oriente mide 176.00 metros a colindar con herederos del señor José Angel Garza. Carmiera Mty-Colombia Km 23, Salinas Victoria. Inmueble que se encuentra inscrito en el Registro Público de la Propiedad y el Comercio bajo el número 35, volumen 46, libro 1, sección Propiedad, Unidad SALINAS VICTORIA de fecha 24 de Abril de 1991. Amparado con Escritura de Propiedad No. 16,841 expedido por el Lic. Rogelio Villarreal Garza, Notario Público No. 46, de esta entidad. B).- La declaración Judicial declarando como propietario al suscrito, ordenando la inscripción del referido inmueble a favor del suscrito, ante el correspondiente Registro Público de la Propiedad y el Comercio en el Estado y simultáneamente la cancelación de la inscripción de mis ahora demandados. C).- El Pago de los Gastos y Costas que se originen con motivo de la tramitación del presente Juicio. Mediante proveído de fecha 29 veintinueve de enero de 2026 dos mil veintiséis, se ordenó notificar a la referida parte demandada por medio de edictos, los cuales deberán publicarse por 3 tres veces consecutivas en el Periódico Oficial del Estado, en el Boletín Judicial, así como en un periódico de el Diario el Porvenir, periódico El Norte, en el periódico Milenio Diario de Monterrey o el ABC de Monterrey, a anterior a fin de notificarle a dicha parte demandada en términos del artículo 73 del Código de Procedimientos Civiles y debiendo presentarse ante este tribunal y realizar su contestación dentro del término de 9 nueve días, siguientes al de la última publicación ordenada, quedando a su disposición en la secretaría de este juzgado las copias de traslado correspondientes. DOY FE.- bbox=[382, 96, 541, 890]
edicto-paragraph: En la ciudad de Montemorelos, Nuevo León, dentro de los autos que integran el expediente judicial número 4022/025, promovido por Ivonne Romero Quintana en contra de Saúl Gutiérrez Pulido, se señalaron las 10:00 diez horas del día 25 veinticinco de marzo del año 2026 dos mil veintiséis, a efecto de llevar a cabo el desahogo de la audiencia de remate en primera subasta. Lo anterior de conformidad con lo dispuesto por los artículos 527, 533, 534, 535 y 536 de la ley adjetiva civil vigente en el Estado, en consecuencia, se convoca a los postores, mediante edictos que se publicarán en el periódico Oficial del Estado y en un periódico de los de mayor circulación en esta ciudad, por dos veces dentro del término del término de tres en tres días, mediando entre la primera y la segunda publicación, al menos de 4 cuatro días y entre la última y la fecha del remate, el mismo plazo. bbox=[1261, 1010, 1425, 1252]
edicto-notice bbox=[558, 83, 716, 1145]
edicto-signature-line: C. SECRETARIO ADSCRITO AL JUZGADO TERCERO DE LO CIVIL bbox=[393, 902, 528, 924]
edicto-heading: EDICTO bbox=[1327, 1339, 1359, 1349]
edicto-signature-line: CECILIA CAROLINA ZAVALA RUGERIO bbox=[29, 593, 183, 603]
edicto-signature-line: LA C. SECRETARIO DEL JUZGADO SEGUNDO MIXTO DE LO CIVIL Y FAMILIAR DEL QUINTO DISTRITO JUDICIAL DEL ESTADO. bbox=[567, 1498, 707, 1541]
edicto-heading: EDICTO bbox=[796, 84, 830, 93]
edicto-signature-line: C. SECRETARIO ADSCRITO AL JUZGADO TERCERO DE LO CIVIL bbox=[569, 1112, 704, 1133]
edicto-heading: EDICTO bbox=[269, 734, 301, 744]
edicto-publication-reference: (18) bbox=[701, 1838, 716, 1848]
edicto-signature-line: EL CIUDADANO SECRETARIO DEL JUZGADO OCTAVO DE JUICIO FAMILIAR ORAL DEL PRIMER DISTRITO JUDICIAL DEL ESTADO bbox=[25, 1960, 188, 2003]
edicto-paragraph: Mediante el auto publicado el día 28 veintiocho de noviembre de 2025 dos mil veinticinco, dentro del expediente número 511/2026, del índice del Juzgado Primero de lo Familiar del Décimo Tercer Distrito Judicial del Estado, relativo al juicio ordinario civil sobre perdida de la patria potestad promovido por Kristel Nalley González Robles, en contra de Ángel Vásquez Jiménez; conforme a lo dispuesto por el artículo 73 del Código de Procedimientos Civiles del Estado, se ordenó la publicación de un edicto por 3 tres veces consecutivas en el Periódico Oficial del Estado, en el Periódico "El Porvenir", así como en el Boletín Judicial del Estado, a fin de que la parte demandada Ángel Vázquez Jiménez dentro del término de 9 nueve días conteste a partir del siguiente en que quede notificado, ocurra ante este tribunal por escrito, a formular su contestación; debiendo hacer valer las excepciones de su intención, si las tuviere; en la inteligencia de que la notificación realizada en esa forma comenzará a surtir efectos a los 10 diez días, contados a partir del siguiente al de la última publicación del edicto ordenado, quedando en la Secretaría de este Juzgado en Materia Familiar de este Distrito Judicial a disposición de la parte reo las copias de traslado conducente, para que se imponga de las mismas. Así mismo queda a disposición de la parte demandada, copia de lo mismo, conforme a la Ley Federal del Trabajo. Así como también atendiendo al criterio adoptado por los Representantes de Pleno de este Tribunal del Trabajo, según consta en Boletín Laboral Publicado en Diciembre del 2004 en el punto número VIII, titulado "Audiencia de Remate". Lo anterior con fundamento en el artículo 967, 968 de la Ley Federal del Trabajo. MONTERREY, N.L. A ONCE DE FEBRERO DE 2026 MIL VEINTISÉIS. bbox=[734, 625, 892, 1132]
edicto-paragraph: Mediante proveído dictado por el Juzgado Cuarto Familiar de Primer Distrito Judicial del Estado el día 17 diecisiete de diciembre del 2025 dos mil veinticinco, dentro del expediente número 1105/2024, relativo al Juicio sucesorio de intestado a bienes de Álvaro Mata Peña, se admitió que ha quedado debidamente acreditado el desconocimiento general del domicilio de Yessica Yanet Mata Garza, por lo que se ordenó notificar por medio edictos que se publiquen por tres veces consecutivas, tanto en el periódico "El Porvenir", en el Boletín Judicial del Estado y en el Periódico Oficial del Estado, todos que se editan en la Entidad, a fin de que dentro del término de 15 quince días manifieste lo deduce o repudia los derechos hereditarios que le pudieren corresponder dentro de la presente sucesión. Apercibido que en caso de no hacer la mencionada declaración se tendrá por aceptada la herencia, ello de conformidad con el numeral 1566 del código adjetivo de la materia, surtiendo efectos la notificación al ostentar su garantía de audiencia y seguridad jurídica consagrada en los artículos 14 y 16 de la Constitución Política de los Estados Unidos Mexicanos, que les corresponda. Previniéndose a Yessica Yanet Mata Garza, a fin de que señale domicilio para el efecto de oír y recibir notificaciones en cualesquiera de los municipios de Apodaca, Guadalupe, General Escobedo, Monterrey, San Nicolás de los Garza de los Garza, San Pedro Garza García y Santa Catarina, Nuevo León, ya que de no hacerlo así, las subsecuentes notificaciones de carácter personal se le efectuaran por medio de instructivo que se coloque en la tabla de avisos de éste Juzgado. Guadalupe, Nuevo León, a 03 tres de febrero del 2026 dos mil veintiséis. bbox=[909, 118, 1068, 592]
edicto-signature-line: CECILIA CAROLINA ZAVALA RUGERIO bbox=[1088, 1119, 1242, 1129]
edicto-signature-line: LICENCIADO JOSÉ DE JESÚS COELLO IBÁÑEZ bbox=[1087, 877, 1243, 898]
edicto-paragraph: En los autos del expediente laboral número 05752/41220/19 promovido por MARCO ANTONIO MEDINA LOERA en contra de JULIO EDUARDO RODRÍGUEZ ALMAZÁN se ha ordenado sacar a remate el bien inmueble que a continuación se describe: Ubicado en LOTE MARCADO CON EL NÚMERO 60 DE LA MANZANA NÚMERO 192, SITO EN AVENIDA LAS FUENTES NÚMERO 200 FRACCIONAMIENTO PASEO DE LAS FUENTES EN APODACA NUEVO LEÓN, CON DATOS DE REGISTRO NÚMERO DE INSCRIPCIÓN 2139, VOLUMEN 75, LIBRO 43, SECCIÓN PROPIEDAD, UNIDAD APODACA, DE FECHA 20 DE MARZO DEL 2003 a nombre de JULIO EDUARDO RODRÍGUEZ ALMAZÁN Ascendiendo el valor total del inmueble a la cantidad de $1'900,000.00 (UN MILLÓN OCHOCIENTOS MIL PESOS 00/100 M.N.) Señalándose al efecto las DIEZ HORAS DEL DÍA VEINTITRÉS DEL ABRIL DEL DOS MIL VEINTISÉIS a fin de que tenga verificativo una AUDIENCIA DE REMATE EN PRIMER ALMONEDA, sirviendo de postura la que cubra las dos terceras partes de dicho avalúo, esto es la cantidad de $1'200,000.00 (UN MILLÓN DOSCIENTOS MIL PESOS 00/100 M.N.) Ordenándose publicar el presente proveído en la Tabla de Avisos de este Tribunal del Trabajo; en el periódico de mayor circulación de la localidad así como en la Secretaría de Finanzas y Tesorería General del Estado de Nuevo León, debiéndose hacer dicha publicación cuando menos con quince días de anticipación a la fecha de la audiencia antes referida, debiéndose notificar a las partes y sus acreedores que se mencionan en el certificado de gravámenes correspondiente en los domicilios señalados para tal efecto, así mismo debiéndose convocar a postores mediante edictos que se publicarán en la tabla de avisos de este Tribunal del Trabajo. bbox=[1261, 382, 1425, 878]
edicto-heading: EDICTO bbox=[445, 84, 478, 93]
edicto-paragraph: Al ciudadano Omar Gastelum de la Luz Arguelles. Ubicación desconocida. bbox=[206, 96, 365, 117]
edicts-column bbox=[901, 83, 1077, 2475]
edicto-signature-line: EL SECRETARIO bbox=[955, 1618, 1022, 1628]
edicto-notice bbox=[24, 1307, 189, 2037]
edicto-signature-line: LICENCIADA KARLA NALLELY CARRIAGA MENDEZ. bbox=[928, 868, 1049, 889]
edicto-paragraph: El día 27 veintisiete de enero de 2026 dos mil veintiséis, se admitió a trámite ante el Juzgado Primero de lo Familiar del Primer Distrito Judicial en el Estado, bajo el expediente judicial número 504/2023 relativo al juicio sucesorio de intestado a bienes de María de la Luz Vázquez Rodríguez, ordenándose publicar un edicto, por una sola vez en el periódico el Porvenir y el Boletín Judicial que se editan en la Entidad, convocándose a las personas que se crean con derecho a la presente sucesión, a fin de que acudan a deducirlo ante esta autoridad en el término de 30-treinta días contados a partir de la fecha de la publicación del edicto. Doy Fe. bbox=[24, 2058, 189, 2234]
edicto-signature-line: C. SECRETARIO ADSCRITO AL JUZGADO SEGUNDO DE LO FAMILIAR DEL SEGUNDO DISTRITO JUDICIAL bbox=[1088, 1129, 1242, 1162]
edicto-signature-line: C. SECRETARIO DEL JUZGADO PRIMERO DE LO FAMILIAR DEL CUARTO DISTRITO JUDICIAL EN EL ESTADO bbox=[1261, 317, 1425, 349]
edicto-signature-line: SECRETARIO ADSCRITO A LA COORDINACIÓN DE LA GESTIÓN JUDICIAL DE LOS JUZGADOS EN MATERIA FAMILIAR DEL DÉCIMO TERCER DISTRITO JUDICIAL DEL ESTADO. bbox=[1276, 1561, 1410, 1626]
edicto-paragraph: En fecha 08 ocho de diciembre de 2025 dos mil veinticinco, se admitió a trámite el expediente judicial número 1358/2025, relativo al juicio sucesorio de intestado a bienes de Teodora Martínez González, en el cual se ordenó la publicación de un edicto por una sola vez tanto en el Boletín Judicial, como en el Periódico el Porvenir, que se editan en la capital del Estado, mediante el cual se convoque a todas aquellas personas que se estimen con derecho a la masa hereditaria, a fin de que acudan a deducirlo al local de este juzgado, dentro del término de 30 treinta días contados a partir del siguiente al de la publicación del edicto ordenado. DOY FE. bbox=[1085, 96, 1244, 272]
edicto-paragraph: El día 28 veintiocho de enero del año 2026 dos mil veintiséis, se admitió a trámite ante el Juzgado Primero de lo Familiar del Décimo Tercer Distrito Judicial en el Estado, bajo el número de expediente judicial número 62/2026, el juicio sucesorio de intestado a bienes de José Alberto Botín Rodríguez, ordenándose publicar un edicto por una sola vez tanto en el Boletín Judicial, como en el periódico "El Porvenir" que se edita en la Entidad, convocándose a los que se crean con derecho a la masa hereditaria, a fin de que acudan a deducirlo ante esta autoridad en el término de 30-treinta días contados desde el siguiente al de la publicación. Doy fe. bbox=[382, 956, 541, 1132]
